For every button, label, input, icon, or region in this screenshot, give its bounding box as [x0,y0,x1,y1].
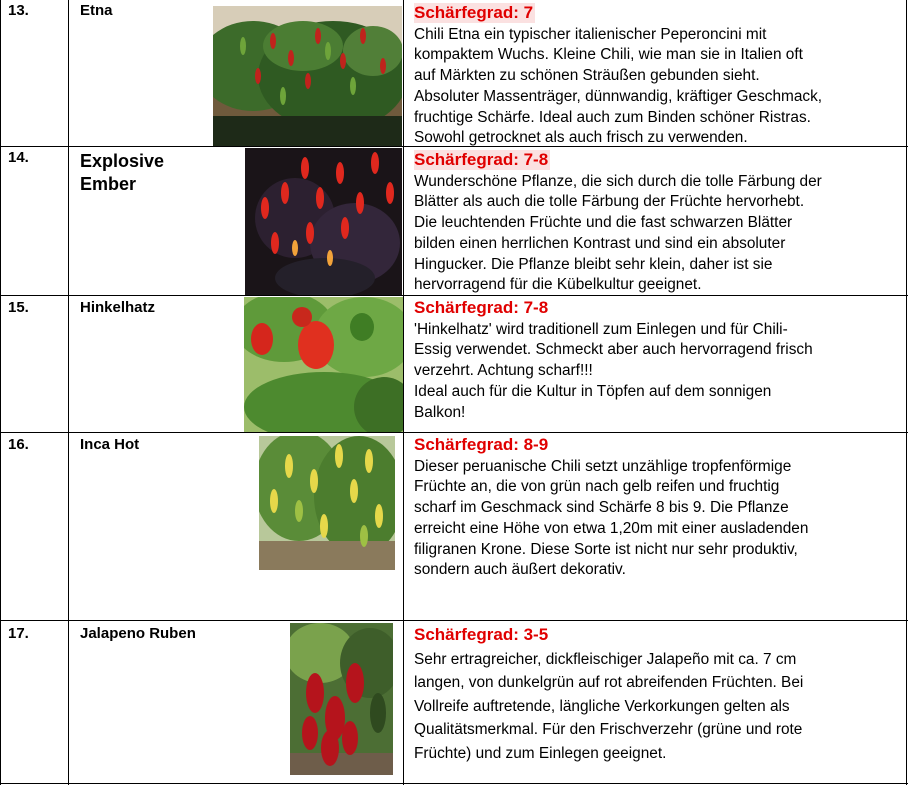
variety-name: Etna [80,2,113,19]
row-number: 14. [8,149,29,166]
column-divider-number [68,0,69,785]
variety-name: Hinkelhatz [80,299,156,316]
heat-rating: Schärfegrad: 7 [414,3,534,22]
description-text: Chili Etna ein typischer italienischer Peperoncini mit kompaktem Wuchs. Kleine Chili, wie man sie in Italien oft auf Märkten zu schönen Sträußen gebunden sieht. Absoluter Massenträger, dünnwandig, kräftiger Geschmack, fruchtige Schärfe. Ideal auch zum Binden schöner Ristras. Sowohl getrocknet als auch frisch zu verwenden. [414,25,823,147]
table-border-bottom [0,783,908,784]
etna-chili-photo [213,6,402,146]
description-cell [414,3,898,149]
description-cell [414,150,898,296]
description-cell [414,624,898,765]
heat-rating: Schärfegrad: 3-5 [414,625,549,644]
description-cell [414,435,898,581]
description-text: Wunderschöne Pflanze, die sich durch die tolle Färbung der Blätter als auch die tolle Färbung der Früchte hervorhebt. Die leuchtenden Früchte und die fast schwarzen Blätter bilden einen herrlichen Kontrast und sind ein absoluter Hingucker. Die Pflanze bleibt sehr klein, daher ist sie hervorragend für die Kübelkultur geeignet. [414,172,822,294]
variety-name: Jalapeno Ruben [80,625,196,642]
inca-hot-chili-photo [259,436,395,570]
explosive-ember-chili-photo [245,148,402,295]
row-divider [0,432,908,433]
description-text: Sehr ertragreicher, dickfleischiger Jalapeño mit ca. 7 cm langen, von dunkelgrün auf rot abreifenden Früchten. Bei Vollreife auftretende, längliche Verkorkungen gelten als Qualitätsmerkmal. Für den Frischverzehr (grüne und rote Früchte) und zum Einlegen geeignet. [414,650,804,762]
row-divider [0,620,908,621]
description-text: Dieser peruanische Chili setzt unzählige tropfenförmige Früchte an, die von grün nach gelb reifen und fruchtig scharf im Geschmack sind Schärfe 8 bis 9. Die Pflanze erreicht eine Höhe von etwa 1,20m mit einer ausladenden filigranen Krone. Diese Sorte ist nicht nur sehr produktiv, sondern auch äußert dekorativ. [414,457,809,579]
table-border-right [906,0,907,785]
row-number: 13. [8,2,29,19]
variety-name: Explosive Ember [80,151,165,194]
description-cell [414,298,898,423]
heat-rating: Schärfegrad: 8-9 [414,435,549,454]
heat-rating: Schärfegrad: 7-8 [414,298,549,317]
row-number: 17. [8,625,29,642]
hinkelhatz-chili-photo [244,297,403,432]
row-number: 15. [8,299,29,316]
row-number: 16. [8,436,29,453]
description-text: 'Hinkelhatz' wird traditionell zum Einlegen und für Chili- Essig verwendet. Schmeckt aber auch hervorragend frisch verzehrt. Achtung scharf!!! Ideal auch für die Kultur in Töpfen auf dem sonnigen Balkon! [414,320,813,421]
column-divider-description [403,0,404,785]
table-border-left [0,0,1,785]
heat-rating: Schärfegrad: 7-8 [414,150,549,169]
variety-name: Inca Hot [80,436,140,453]
jalapeno-ruben-chili-photo [290,623,393,775]
